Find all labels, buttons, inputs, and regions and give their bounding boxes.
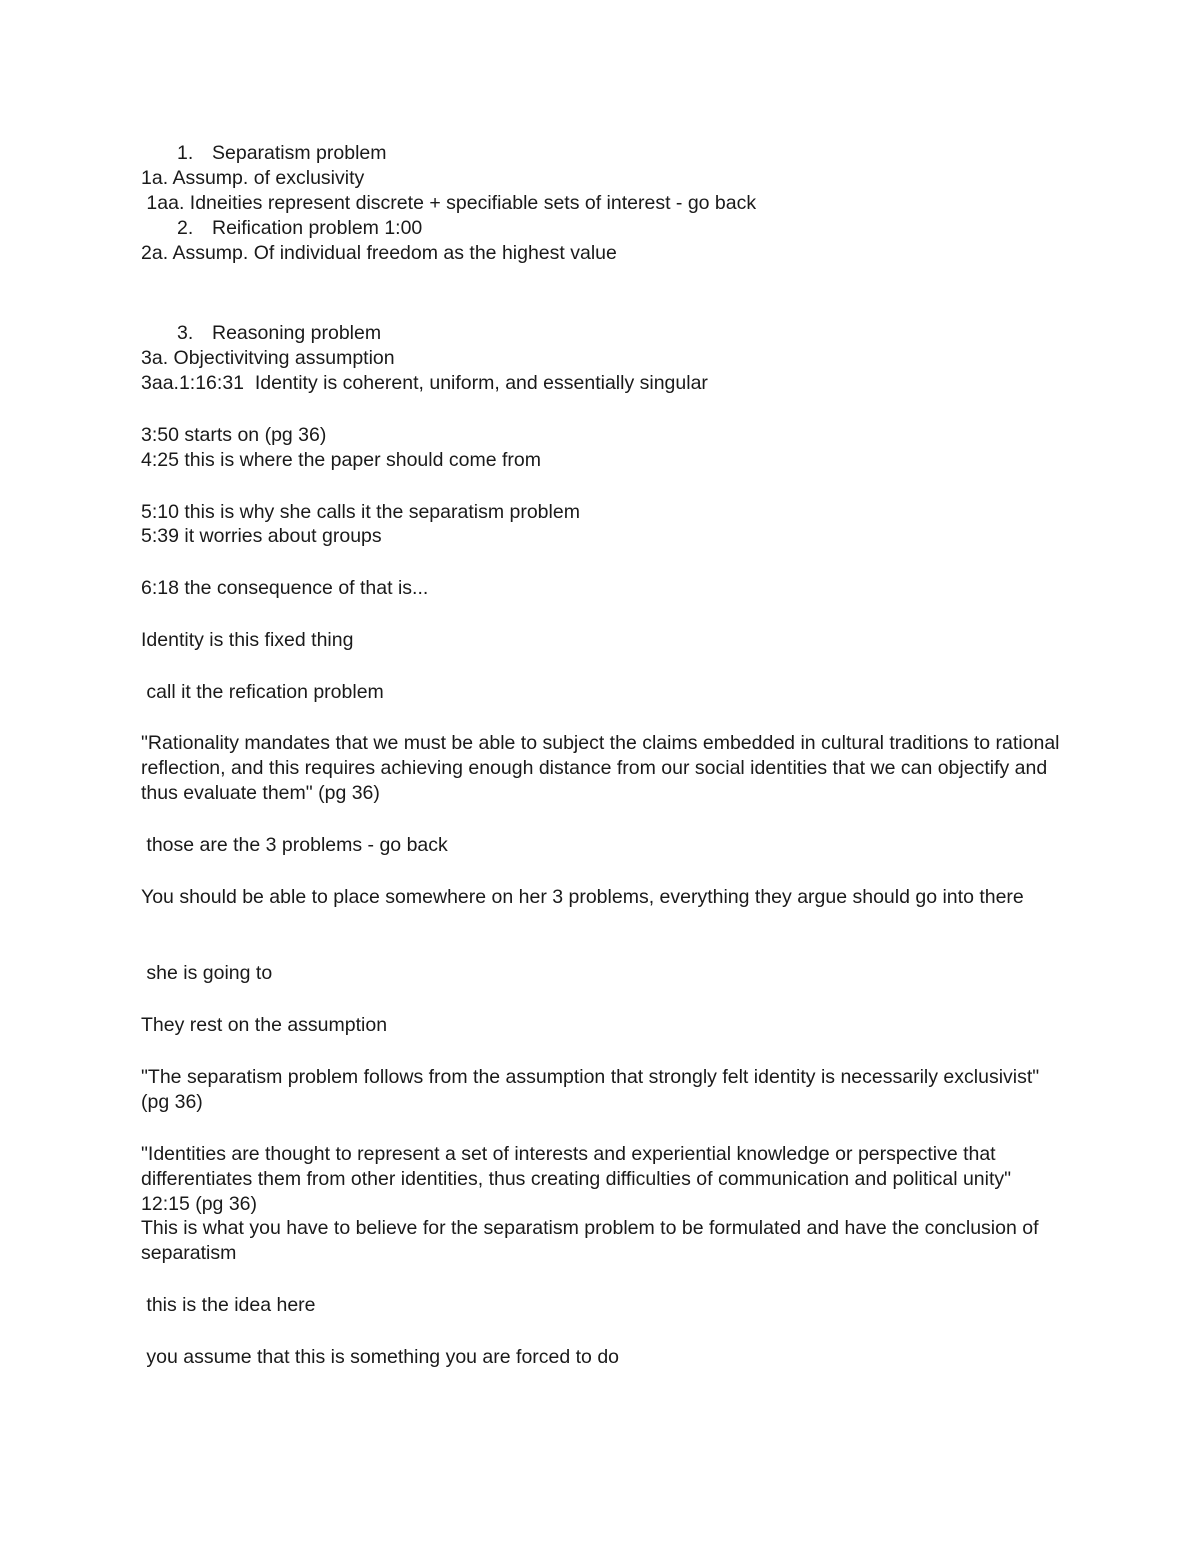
quote-identities: "Identities are thought to represent a set of interests and experiential knowledge or perspective that differentiates them from other identities, thus creating difficulties of communication and political unity" 12:15 (pg 36)	[141, 1143, 1012, 1215]
sub-item-1aa: 1aa. Idneities represent discrete + specifiable sets of interest - go back	[141, 192, 757, 214]
note-paragraph: You should be able to place somewhere on her 3 problems, everything they argue should go into there	[141, 886, 1024, 908]
outline-number-1: 1.	[177, 142, 194, 164]
note-line: They rest on the assumption	[141, 1014, 388, 1036]
note-line: 5:10 this is why she calls it the separatism problem	[141, 501, 580, 523]
note-line: those are the 3 problems - go back	[141, 834, 448, 856]
note-line: she is going to	[141, 962, 273, 984]
sub-item-3a: 3a. Objectivitving assumption	[141, 347, 395, 369]
note-line: 6:18 the consequence of that is...	[141, 577, 429, 599]
note-line: 5:39 it worries about groups	[141, 525, 382, 547]
outline-item-reasoning: Reasoning problem	[212, 322, 382, 344]
note-line: call it the refication problem	[141, 681, 384, 703]
sub-item-3aa: 3aa.1:16:31 Identity is coherent, uniform, and essentially singular	[141, 372, 708, 394]
sub-item-1a: 1a. Assump. of exclusivity	[141, 167, 365, 189]
quote-separatism: "The separatism problem follows from the assumption that strongly felt identity is necessarily exclusivist" (pg 36)	[141, 1066, 1040, 1113]
note-paragraph: This is what you have to believe for the separatism problem to be formulated and have the conclusion of separatism	[141, 1217, 1039, 1264]
outline-number-3: 3.	[177, 322, 194, 344]
outline-item-reification: Reification problem 1:00	[212, 217, 423, 239]
note-line: this is the idea here	[141, 1294, 316, 1316]
outline-number-2: 2.	[177, 217, 194, 239]
note-line: you assume that this is something you are forced to do	[141, 1346, 620, 1368]
sub-item-2a: 2a. Assump. Of individual freedom as the highest value	[141, 242, 617, 264]
outline-item-separatism: Separatism problem	[212, 142, 387, 164]
note-line: 3:50 starts on (pg 36)	[141, 424, 327, 446]
quote-rationality: "Rationality mandates that we must be able to subject the claims embedded in cultural traditions to rational reflection, and this requires achieving enough distance from our social identities that we can objectify and thus evaluate them" (pg 36)	[141, 732, 1060, 804]
note-line: Identity is this fixed thing	[141, 629, 354, 651]
note-line: 4:25 this is where the paper should come from	[141, 449, 541, 471]
